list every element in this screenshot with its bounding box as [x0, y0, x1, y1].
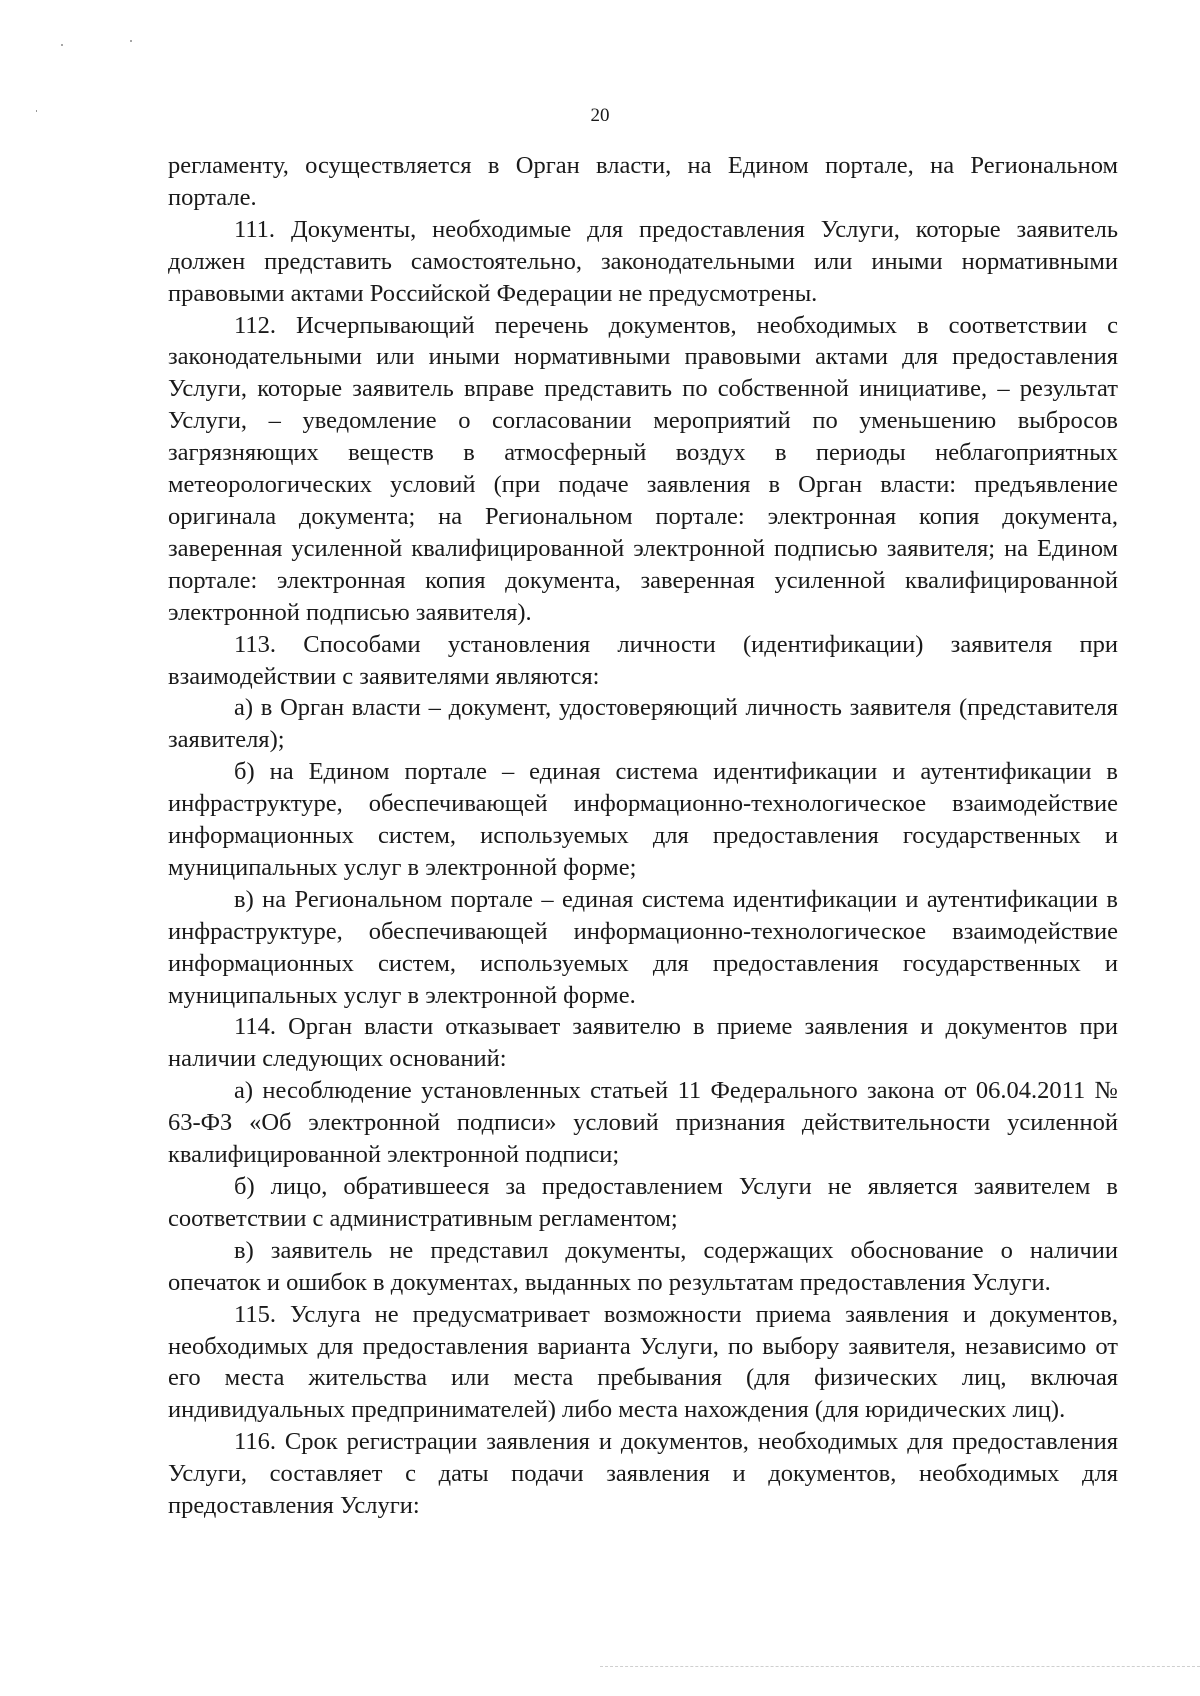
- paragraph-113: 113. Способами установления личности (идентификации) заявителя при взаимодействии с заявителями являются:: [168, 630, 1118, 690]
- paragraph-continuation: регламенту, осуществляется в Орган власти, на Едином портале, на Региональном портале.: [168, 152, 1118, 211]
- paragraph-114: 114. Орган власти отказывает заявителю в приеме заявления и документов при наличии следующих оснований:: [168, 1013, 1118, 1073]
- paragraph-112: 112. Исчерпывающий перечень документов, необходимых в соответствии с законодательными или иными нормативными правовыми актами для предоставления Услуги, которые заявитель вправе представить по собственной инициативе, – результат Услуги, – уведомление о согласовании мероприятий по уменьшению выбросов загрязняющих веществ в атмосферный воздух в периоды неблагоприятных метеорологических условий (при подаче заявления в Орган власти: предъявление оригинала документа; на Региональном портале: электронная копия документа, заверенная усиленной квалифицированной электронной подписью заявителя; на Едином портале: электронная копия документа, заверенная усиленной квалифицированной электронной подписью заявителя).: [168, 311, 1118, 626]
- paragraph-114-a: а) несоблюдение установленных статьей 11 Федерального закона от 06.04.2011 № 63-ФЗ «Об электронной подписи» условий признания действительности усиленной квалифицированной электронной подписи;: [168, 1077, 1118, 1169]
- paragraph-114-v: в) заявитель не представил документы, содержащих обоснование о наличии опечаток и ошибок в документах, выданных по результатам предоставления Услуги.: [168, 1236, 1118, 1296]
- paragraph-116: 116. Срок регистрации заявления и документов, необходимых для предоставления Услуги, составляет с даты подачи заявления и документов, необходимых для предоставления Услуги:: [168, 1428, 1118, 1520]
- scan-speck: [130, 40, 132, 42]
- paragraph-111: 111. Документы, необходимые для предоставления Услуги, которые заявитель должен представить самостоятельно, законодательными или иными нормативными правовыми актами Российской Федерации не предусмотрены.: [168, 215, 1118, 307]
- scan-speck: [61, 44, 63, 46]
- paragraph-113-a: а) в Орган власти – документ, удостоверяющий личность заявителя (представителя заявителя);: [168, 694, 1118, 754]
- paragraph-114-b: б) лицо, обратившееся за предоставлением Услуги не является заявителем в соответствии с административным регламентом;: [168, 1173, 1118, 1232]
- paragraph-115: 115. Услуга не предусматривает возможности приема заявления и документов, необходимых для предоставления варианта Услуги, по выбору заявителя, независимо от его места жительства или места пребывания (для физических лиц, включая индивидуальных предпринимателей) либо места нахождения (для юридических лиц).: [168, 1300, 1118, 1424]
- document-body: [168, 150, 1118, 1522]
- scan-edge-line: [600, 1666, 1200, 1669]
- page-number: 20: [590, 105, 610, 126]
- paragraph-113-v: в) на Региональном портале – единая система идентификации и аутентификации в инфраструктуре, обеспечивающей информационно-технологическое взаимодействие информационных систем, используемых для предоставления государственных и муниципальных услуг в электронной форме.: [168, 885, 1118, 1009]
- paragraph-113-b: б) на Едином портале – единая система идентификации и аутентификации в инфраструктуре, обеспечивающей информационно-технологическое взаимодействие информационных систем, используемых для предоставления государственных и муниципальных услуг в электронной форме;: [168, 758, 1118, 881]
